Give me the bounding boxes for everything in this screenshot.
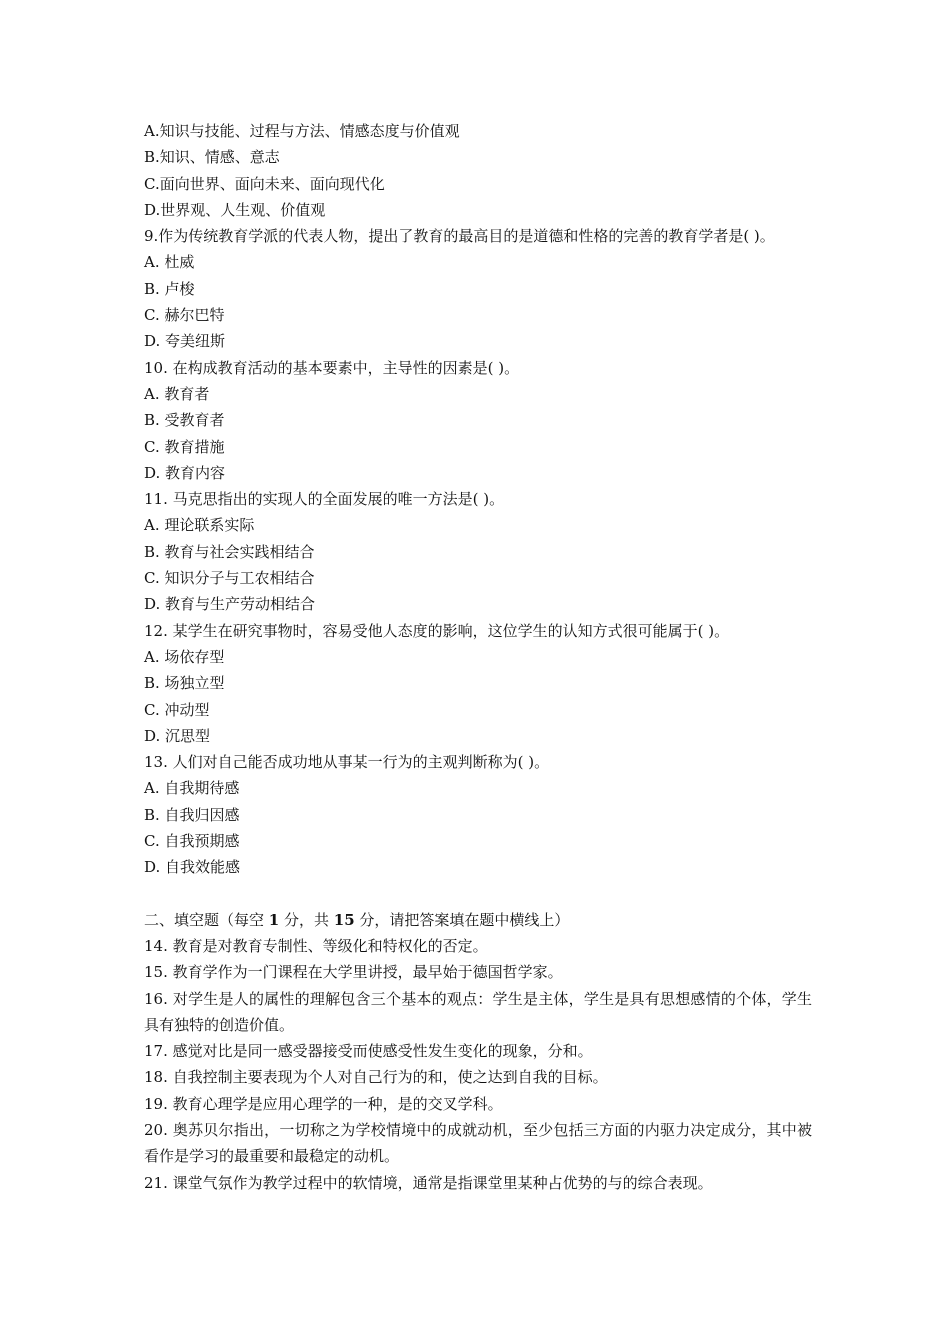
q13-option-d: D. 自我效能感 xyxy=(144,858,241,877)
q10-option-c: C. 教育措施 xyxy=(144,437,225,456)
q12-stem: 12. 某学生在研究事物时，容易受他人态度的影响，这位学生的认知方式很可能属于( )。 xyxy=(144,621,730,640)
section-2-heading: 二、填空题（每空 1 分，共 15 分，请把答案填在题中横线上） xyxy=(144,910,570,929)
q12-option-a: A. 场依存型 xyxy=(144,647,225,666)
fill-question-21: 21. 课堂气氛作为教学过程中的软情境，通常是指课堂里某种占优势的与的综合表现。 xyxy=(144,1173,713,1192)
q10-option-b: B. 受教育者 xyxy=(144,411,225,430)
q8-option-b: B.知识、情感、意志 xyxy=(144,148,280,167)
q8-option-d: D.世界观、人生观、价值观 xyxy=(144,200,326,219)
fill-question-18: 18. 自我控制主要表现为个人对自己行为的和，使之达到自我的目标。 xyxy=(144,1068,608,1087)
q13-option-a: A. 自我期待感 xyxy=(144,779,240,798)
q12-option-d: D. 沉思型 xyxy=(144,726,211,745)
q12-option-b: B. 场独立型 xyxy=(144,674,225,693)
q8-option-a: A.知识与技能、过程与方法、情感态度与价值观 xyxy=(144,122,460,140)
q9-stem: 9.作为传统教育学派的代表人物，提出了教育的最高目的是道德和性格的完善的教育学者是( )。 xyxy=(144,227,775,246)
q11-stem: 11. 马克思指出的实现人的全面发展的唯一方法是( )。 xyxy=(144,490,505,509)
exam-content xyxy=(144,118,812,1196)
q9-option-c: C. 赫尔巴特 xyxy=(144,306,225,325)
q10-stem: 10. 在构成教育活动的基本要素中，主导性的因素是( )。 xyxy=(144,358,520,377)
section-spacer xyxy=(144,881,812,907)
q9-option-a: A. 杜威 xyxy=(144,253,195,272)
q13-stem: 13. 人们对自己能否成功地从事某一行为的主观判断称为( )。 xyxy=(144,753,550,772)
fill-question-15: 15. 教育学作为一门课程在大学里讲授，最早始于德国哲学家。 xyxy=(144,963,563,982)
q11-option-a: A. 理论联系实际 xyxy=(144,516,255,535)
fill-question-19: 19. 教育心理学是应用心理学的一种，是的交叉学科。 xyxy=(144,1094,503,1113)
q8-option-c: C.面向世界、面向未来、面向现代化 xyxy=(144,174,385,193)
q11-option-b: B. 教育与社会实践相结合 xyxy=(144,542,315,561)
q11-option-d: D. 教育与生产劳动相结合 xyxy=(144,595,316,614)
q13-option-b: B. 自我归因感 xyxy=(144,805,240,824)
q10-option-d: D. 教育内容 xyxy=(144,463,226,482)
q10-option-a: A. 教育者 xyxy=(144,384,210,403)
fill-question-16: 16. 对学生是人的属性的理解包含三个基本的观点：学生是主体，学生是具有思想感情的个体，学生具有独特的创造价值。 xyxy=(144,989,812,1034)
q9-option-b: B. 卢梭 xyxy=(144,279,195,298)
q12-option-c: C. 冲动型 xyxy=(144,700,210,719)
fill-question-14: 14. 教育是对教育专制性、等级化和特权化的否定。 xyxy=(144,936,488,955)
q9-option-d: D. 夸美纽斯 xyxy=(144,332,226,351)
q11-option-c: C. 知识分子与工农相结合 xyxy=(144,569,315,588)
q13-option-c: C. 自我预期感 xyxy=(144,832,240,851)
fill-question-20: 20. 奥苏贝尔指出，一切称之为学校情境中的成就动机，至少包括三方面的内驱力决定成分，其中被看作是学习的最重要和最稳定的动机。 xyxy=(144,1120,812,1166)
fill-question-17: 17. 感觉对比是同一感受器接受而使感受性发生变化的现象，分和。 xyxy=(144,1042,593,1061)
